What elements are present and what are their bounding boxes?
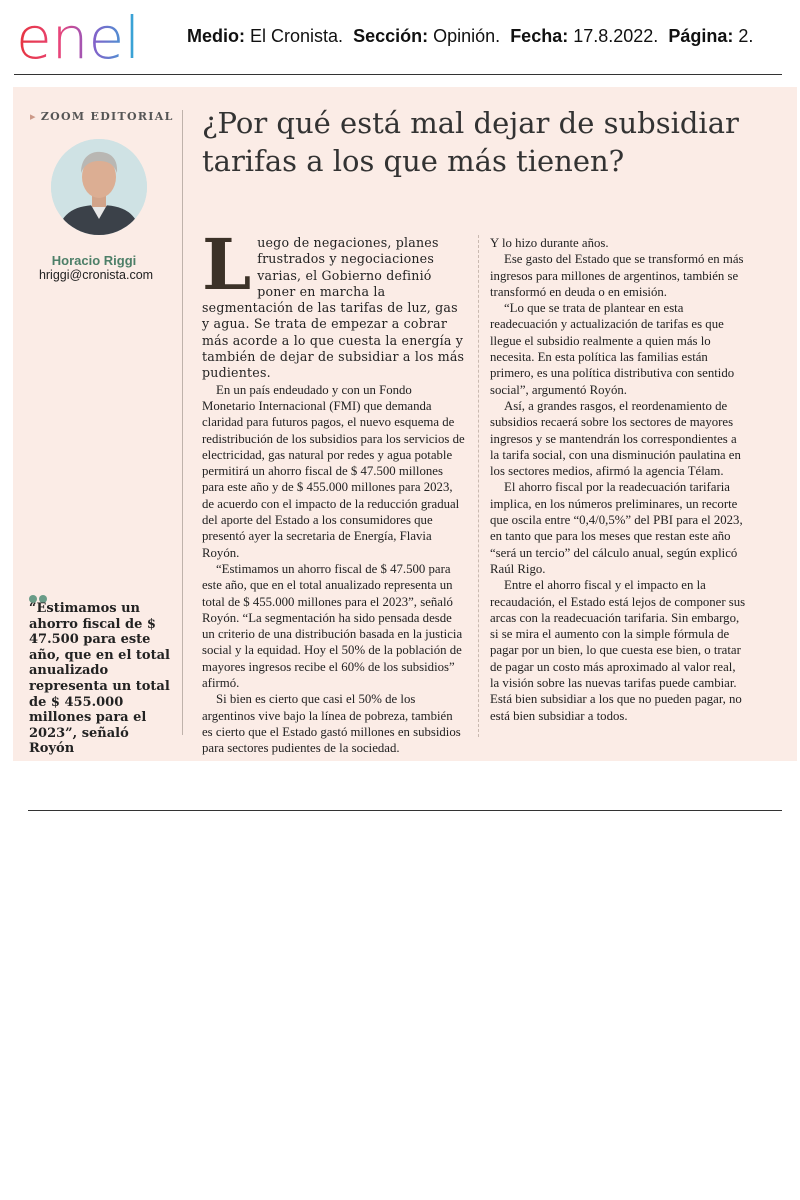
author-email: hriggi@cronista.com (38, 268, 154, 282)
medio-label: Medio: (187, 26, 245, 46)
body-paragraph: Y lo hizo durante años. (490, 236, 609, 250)
body-paragraph: “Lo que se trata de plantear en esta readecuación y actualización de tarifas es que llegue el subsidio realmente a quien más lo necesita. En esta política las familias están primero, es una política distributiva con sentido social”, argumentó Royón. (490, 301, 735, 397)
seccion-label: Sección: (353, 26, 429, 46)
source-line (187, 26, 753, 47)
article-headline: ¿Por qué está mal dejar de subsidiar tarifas a los que más tienen? (202, 106, 739, 178)
svg-text:enel: enel (16, 8, 141, 68)
pagina-label: Página: (668, 26, 734, 46)
body-paragraph: Ese gasto del Estado que se transformó en más ingresos para millones de argentinos, también se transformó en deuda o en emisión. (490, 252, 744, 299)
column-divider (478, 235, 479, 737)
body-paragraph: El ahorro fiscal por la readecuación tarifaria implica, en los números preliminares, un recorte que oscila entre “0,4/0,5%” del PBI para el 2023, en tanto que para los meses que restan este año “será un tercio” del cálculo anual, según explicó Raúl Rigo. (490, 480, 743, 576)
pagina-value: 2. (738, 26, 754, 46)
column-divider (182, 110, 183, 735)
seccion-value: Opinión. (433, 26, 501, 46)
header-divider (14, 74, 782, 75)
body-paragraph: Entre el ahorro fiscal y el impacto en la recaudación, el Estado está lejos de componer sus arcas con la readecuación tarifaria. Sin embargo, si se mira el aumento con la simple fórmula de pagar por un bien, lo que cuesta ese bien, o tratar de pagar un costo más aproximado al valor real, la visión sobre las nuevas tarifas puede cambiar. Está bien subsidiar a los que no pueden pagar, no está bien subsidiar a todos. (490, 578, 746, 723)
body-paragraph: “Estimamos un ahorro fiscal de $ 47.500 para este año, que en el total anualizado representa un total de $ 455.000 millones para el 2023”, señaló Royón. “La segmentación ha sido pensada desde un criterio de una distribución basada en la justicia social y la equidad. Hoy el 50% de la población de mayores ingresos recibe el 60% de los subsidios” afirmó. (202, 561, 463, 691)
author-name: Horacio Riggi (51, 253, 137, 268)
body-paragraph: Así, a grandes rasgos, el reordenamiento de subsidios recaerá sobre los sectores de mayores ingresos y se mantendrán los correspondientes a la tarifa social, con una disminución paulatina en los sectores medios, afirmó la agencia Télam. (490, 398, 741, 479)
footer-divider (28, 810, 782, 811)
author-avatar (51, 139, 147, 235)
medio-value: El Cronista. (250, 26, 344, 46)
person-icon (51, 139, 147, 235)
pull-quote: “Estimamos un ahorro fiscal de $ 47.500 para este año, que en el total anualizado representa un total de $ 455.000 millones para el 2023”, señaló Royón (29, 601, 170, 757)
lead-text: uego de negaciones, planes frustrados y negociaciones varias, el Gobierno definió poner en marcha la segmentación de las tarifas de luz, gas y agua. Se trata de empezar a cobrar más acorde a lo que cuesta la energía y también de dejar de subsidiar a los más pudientes. (202, 235, 465, 381)
body-paragraph: Si bien es cierto que casi el 50% de los argentinos vive bajo la línea de pobreza, también es cierto que el Estado gastó millones en subsidios para sectores pudientes de la sociedad. (202, 692, 461, 756)
body-paragraph: En un país endeudado y con un Fondo Monetario Internacional (FMI) que demanda claridad para futuros pagos, el nuevo esquema de redistribución de los subsidios para los servicios de electricidad, gas natural por redes y agua potable permitirá un ahorro fiscal de $ 47.500 millones para este año y de $ 455.000 millones para 2023, de acuerdo con el impacto de la reducción gradual del aporte del Estado a los consumidores que presentó ayer la secretaria de Energía, Flavia Royón. (202, 382, 465, 560)
chevron-right-icon: ▸ (30, 110, 37, 123)
fecha-label: Fecha: (510, 26, 569, 46)
enel-logo (16, 8, 176, 68)
section-label: ▸ ZOOM EDITORIAL (30, 110, 174, 123)
drop-cap: L (202, 223, 252, 306)
article-column-1 (202, 223, 466, 757)
fecha-value: 17.8.2022. (573, 26, 659, 46)
article-column-2 (490, 235, 746, 724)
lead-paragraph (202, 223, 466, 382)
